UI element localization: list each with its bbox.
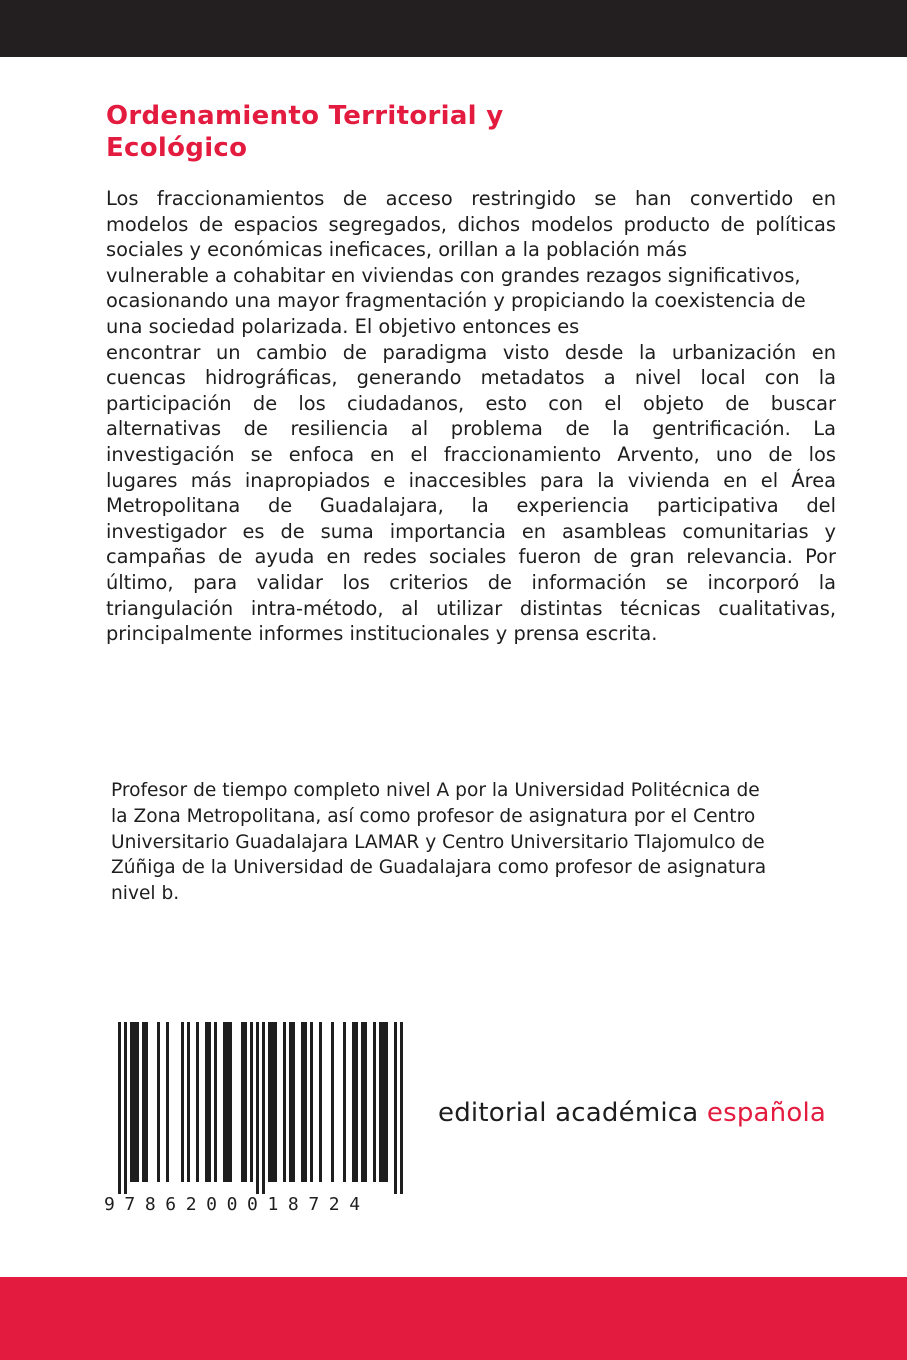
publisher-name-part1: editorial académica (438, 1098, 699, 1128)
abstract-line: sociales y económicas ineficaces, orillan a la población más (106, 238, 687, 262)
barcode-bar (355, 1022, 358, 1182)
bio-line: Zúñiga de la Universidad de Guadalajara como profesor de asignatura (111, 857, 767, 879)
abstract-line: encontrar un cambio de paradigma visto desde la urbanización en (106, 340, 836, 364)
barcode-bar (304, 1022, 307, 1182)
abstract-line: Metropolitana de Guadalajara, la experiencia participativa del (106, 494, 836, 518)
barcode-bar (262, 1022, 265, 1194)
bio-line: la Zona Metropolitana, así como profesor de asignatura por el Centro (111, 805, 756, 827)
abstract-line: vulnerable a cohabitar en viviendas con grandes rezagos significativos, (106, 263, 801, 287)
abstract-line: principalmente informes institucionales y prensa escrita. (106, 622, 658, 646)
bottom-red-band (0, 1277, 907, 1360)
barcode-bar (142, 1022, 145, 1182)
bio-line: Universitario Guadalajara LAMAR y Centro Universitario Tlajomulco de (111, 831, 765, 853)
barcode-bar (226, 1022, 229, 1182)
barcode-bar (124, 1022, 127, 1194)
barcode-bar (343, 1022, 346, 1182)
barcode-bar (136, 1022, 139, 1182)
author-bio (111, 778, 831, 907)
barcode-bar (256, 1022, 259, 1194)
barcode-bar (364, 1022, 367, 1182)
bio-line: nivel b. (111, 883, 180, 905)
barcode-bar (382, 1022, 385, 1182)
barcode-bar (130, 1022, 133, 1182)
bio-line: Profesor de tiempo completo nivel A por la Universidad Politécnica de (111, 780, 760, 801)
barcode-bar (301, 1022, 304, 1182)
barcode-bar (133, 1022, 136, 1182)
barcode-bar (250, 1022, 253, 1182)
barcode-bar (244, 1022, 247, 1182)
publisher-name (438, 1096, 826, 1130)
barcode-bar (118, 1022, 121, 1194)
abstract-line: ocasionando una mayor fragmentación y propiciando la coexistencia de (106, 289, 806, 313)
barcode-bar (271, 1022, 274, 1182)
book-title (106, 100, 666, 164)
barcode-bar (229, 1022, 232, 1182)
abstract-line: campañas de ayuda en redes sociales fueron de gran relevancia. Por (106, 545, 836, 569)
abstract-text (106, 186, 836, 647)
barcode-bar (379, 1022, 382, 1182)
title-line-1: Ordenamiento Territorial y (106, 101, 504, 131)
title-line-2: Ecológico (106, 133, 248, 163)
isbn-barcode (104, 1022, 418, 1220)
barcode-bar (214, 1022, 217, 1182)
abstract-line: último, para validar los criterios de información se incorporó la (106, 570, 836, 594)
barcode-bar (289, 1022, 292, 1182)
barcode-bars (104, 1022, 418, 1194)
barcode-bar (400, 1022, 403, 1194)
abstract-line: triangulación intra-método, al utilizar distintas técnicas cualitativas, (106, 596, 836, 620)
barcode-bar (223, 1022, 226, 1182)
barcode-bar (361, 1022, 364, 1182)
abstract-line: participación de los ciudadanos, esto con el objeto de buscar (106, 391, 836, 415)
abstract-line: una sociedad polarizada. El objetivo entonces es (106, 314, 580, 338)
barcode-bar (319, 1022, 322, 1182)
abstract-line: alternativas de resiliencia al problema de la gentrificación. La (106, 417, 836, 441)
barcode-bar (166, 1022, 169, 1182)
barcode-bar (181, 1022, 184, 1182)
barcode-bar (331, 1022, 334, 1182)
abstract-line: modelos de espacios segregados, dichos modelos producto de políticas (106, 212, 836, 236)
barcode-bar (196, 1022, 199, 1182)
barcode-bar (241, 1022, 244, 1182)
barcode-bar (292, 1022, 295, 1182)
barcode-bar (274, 1022, 277, 1182)
barcode-bar (205, 1022, 208, 1182)
barcode-bar (268, 1022, 271, 1182)
barcode-bar (310, 1022, 313, 1182)
publisher-name-part2: española (706, 1098, 826, 1128)
isbn-number: 9786200018724 (104, 1194, 370, 1215)
abstract-line: investigador es de suma importancia en asambleas comunitarias y (106, 519, 836, 543)
abstract-line: cuencas hidrográficas, generando metadatos a nivel local con la (106, 366, 836, 390)
barcode-bar (283, 1022, 286, 1182)
barcode-bar (157, 1022, 160, 1182)
barcode-bar (385, 1022, 388, 1182)
abstract-line: lugares más inapropiados e inaccesibles para la vivienda en el Área (106, 468, 836, 492)
barcode-bar (187, 1022, 190, 1182)
abstract-line: investigación se enfoca en el fraccionamiento Arvento, uno de los (106, 442, 836, 466)
barcode-bar (373, 1022, 376, 1182)
barcode-bar (208, 1022, 211, 1182)
abstract-line: Los fraccionamientos de acceso restringido se han convertido en (106, 187, 836, 210)
barcode-bar (145, 1022, 148, 1182)
barcode-bar (352, 1022, 355, 1182)
barcode-bar (394, 1022, 397, 1194)
top-dark-band (0, 0, 907, 57)
